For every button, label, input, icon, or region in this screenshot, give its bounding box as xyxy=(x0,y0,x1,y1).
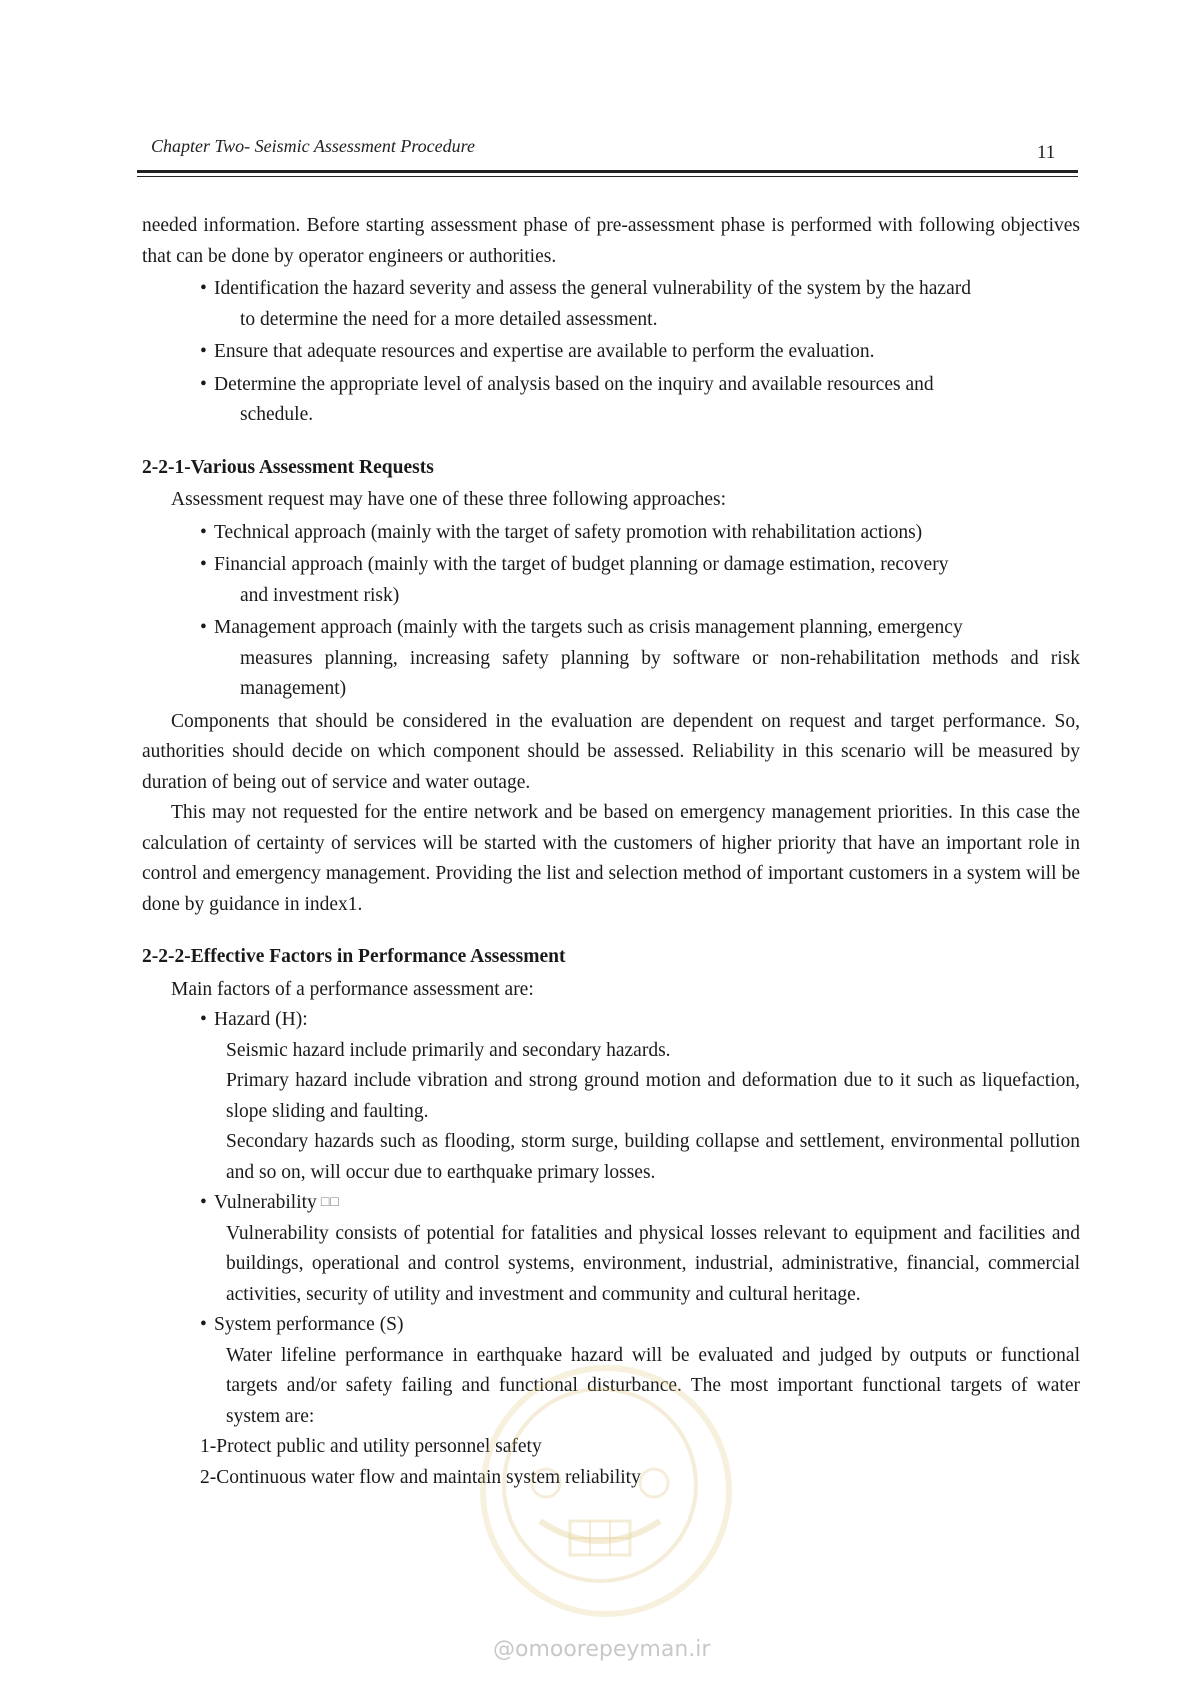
factor-line: Primary hazard include vibration and strong ground motion and deformation due to it such as liquefaction, slope sliding and faulting. xyxy=(226,1070,1080,1122)
target-item: 1-Protect public and utility personnel safety xyxy=(200,1436,542,1457)
list-item: • Management approach (mainly with the targets such as crisis management planning, emergency measures planning, increasing safety planning by software or non-rehabilitation methods and risk management) xyxy=(200,617,1080,699)
factor-title: System performance (S) xyxy=(214,1314,404,1335)
approach-bullet-list xyxy=(142,518,1080,705)
intro-paragraph: needed information. Before starting assessment phase of pre-assessment phase is performed with following objectives that can be done by operator engineers or authorities. xyxy=(142,215,1080,267)
missing-glyph-boxes: □□ xyxy=(320,1195,340,1210)
body-paragraph: Components that should be considered in the evaluation are dependent on request and target performance. So, authorities should decide on which component should be assessed. Reliability in this scenario will be measured by duration of being out of service and water outage. xyxy=(142,710,1080,793)
list-item: • Identification the hazard severity and assess the general vulnerability of the system by the hazard to determine the need for a more detailed assessment. xyxy=(200,278,971,330)
factor-title: Vulnerability xyxy=(214,1192,317,1213)
seal-graphic xyxy=(486,1371,714,1599)
list-item: • Determine the appropriate level of analysis based on the inquiry and available resources and schedule. xyxy=(200,373,934,425)
watermark-seal xyxy=(480,1365,732,1617)
running-header: Chapter Two- Seismic Assessment Procedure xyxy=(151,136,475,156)
header-rule-thick xyxy=(137,170,1078,173)
section-heading: 2-2-1-Various Assessment Requests xyxy=(142,456,434,478)
factor-vulnerability: • Vulnerability □□ Vulnerability consists of potential for fatalities and physical losses relevant to equipment and facilities and buildings, operational and control systems, environment, industrial, administrative, financial, commercial activities, security of utility and investment and community and cultural heritage. xyxy=(142,1188,1080,1310)
factor-line: Water lifeline performance in earthquake hazard will be evaluated and judged by outputs or functional targets and/or safety failing and functional disturbance. The most important functional targets of water system are: xyxy=(226,1344,1080,1427)
factor-line: Secondary hazards such as flooding, storm surge, building collapse and settlement, environmental pollution and so on, will occur due to earthquake primary losses. xyxy=(226,1131,1080,1183)
list-item: • Technical approach (mainly with the target of safety promotion with rehabilitation actions) xyxy=(200,521,923,543)
list-item: • Financial approach (mainly with the target of budget planning or damage estimation, recovery and investment risk) xyxy=(200,554,949,606)
factor-system-performance: • System performance (S) Water lifeline performance in earthquake hazard will be evaluated and judged by outputs or functional targets and/or safety failing and functional disturbance. The most important functional targets of water system are: xyxy=(142,1310,1080,1432)
factor-line: Seismic hazard include primarily and secondary hazards. xyxy=(226,1039,671,1061)
list-item: • Ensure that adequate resources and expertise are available to perform the evaluation. xyxy=(200,341,875,362)
factor-hazard: • Hazard (H): Seismic hazard include primarily and secondary hazards. Primary hazard include vibration and strong ground motion and deformation due to it such as liquefaction, slope sliding and faulting. Secondary hazards such as flooding, storm surge, building collapse and settlement, environmental pollution and so on, will occur due to earthquake primary losses. xyxy=(142,1005,1080,1188)
header-rule-thin xyxy=(137,176,1078,177)
section-heading: 2-2-2-Effective Factors in Performance Assessment xyxy=(142,946,566,967)
intro-bullet-list xyxy=(142,274,1080,431)
body-paragraph: This may not requested for the entire network and be based on emergency management priorities. In this case the calculation of certainty of services will be started with the customers of higher priority that have an important role in control and emergency management. Providing the list and selection method of important customers in a system will be done by guidance in index1. xyxy=(142,802,1080,915)
factor-title: Hazard (H): xyxy=(214,1009,308,1030)
page-body xyxy=(142,211,1080,1493)
section-lead: Main factors of a performance assessment are: xyxy=(171,978,534,1000)
section-lead: Assessment request may have one of these three following approaches: xyxy=(171,489,727,510)
factor-line: Vulnerability consists of potential for fatalities and physical losses relevant to equipment and facilities and buildings, operational and control systems, environment, industrial, administrative, financial, commercial activities, security of utility and investment and community and cultural heritage. xyxy=(226,1222,1080,1305)
page-number: 11 xyxy=(1037,142,1056,163)
watermark-url: @omoorepeyman.ir xyxy=(493,1637,711,1662)
target-item: 2-Continuous water flow and maintain system reliability xyxy=(200,1466,641,1488)
